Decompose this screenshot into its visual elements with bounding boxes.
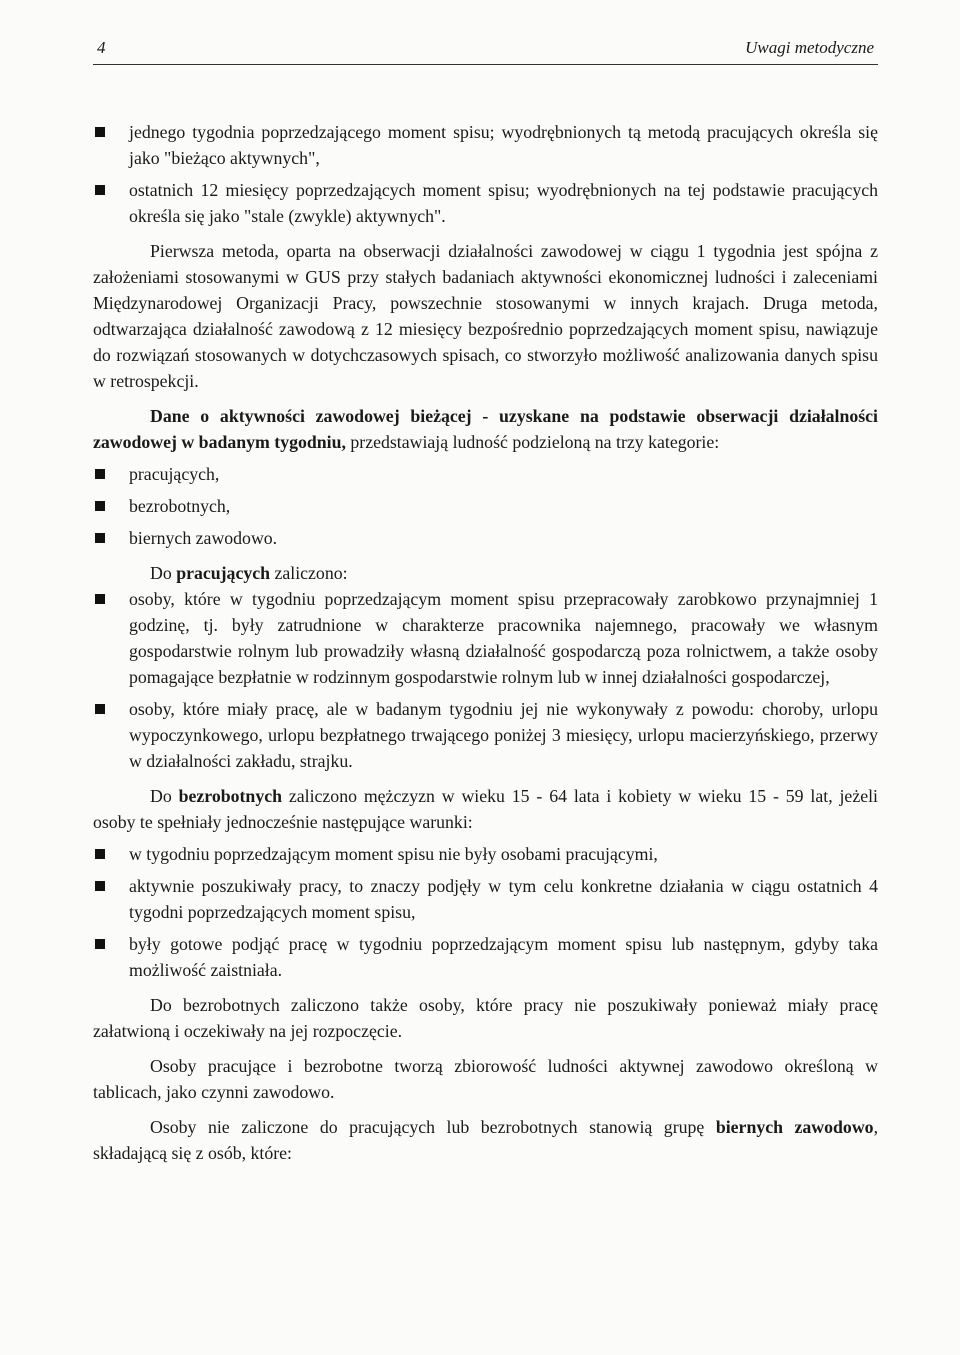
unemployed-bold: bezrobotnych	[178, 786, 282, 806]
unemployed-rest: zaliczono mężczyzn w wieku 15 - 64 lata i kobiety w wieku 15 - 59 lat, jeżeli osoby te spełniały jednocześnie następujące warunki:	[93, 786, 878, 832]
unemployed-item-seeking: aktywnie poszukiwały pracy, to znaczy podjęły w tym celu konkretne działania w ciągu ostatnich 4 tygodni poprzedzających moment spisu,	[93, 873, 878, 925]
inactive-bold: biernych zawodowo	[715, 1117, 874, 1137]
current-activity-bold: Dane o aktywności zawodowej bieżącej - uzyskane na podstawie obserwacji działalności zawodowej w badanym tygodniu,	[93, 406, 878, 452]
running-title: Uwagi metodyczne	[745, 38, 874, 57]
body-text	[93, 119, 878, 1166]
unemployed-lead: Do	[150, 786, 179, 806]
paragraph-unemployed-intro	[93, 783, 878, 835]
unemployed-item-available: były gotowe podjąć pracę w tygodniu poprzedzającym moment spisu lub następnym, gdyby taka możliwość zaistniała.	[93, 931, 878, 983]
paragraph-employed-intro	[93, 560, 878, 586]
employed-bold: pracujących	[176, 563, 271, 583]
category-employed: pracujących,	[93, 461, 878, 487]
employed-lead: Do	[150, 563, 177, 583]
paragraph-unemployed-also: Do bezrobotnych zaliczono także osoby, które pracy nie poszukiwały ponieważ miały pracę załatwioną i oczekiwały na jej rozpoczęcie.	[93, 995, 878, 1041]
employed-item-absent: osoby, które miały pracę, ale w badanym tygodniu jej nie wykonywały z powodu: choroby, urlopu wypoczynkowego, urlopu bezpłatnego trwającego poniżej 3 miesięcy, urlopu macierzyńskiego, przerwy w działalności zakładu, strajku.	[93, 696, 878, 774]
page-header	[93, 34, 878, 65]
bullet-current-week: jednego tygodnia poprzedzającego moment spisu; wyodrębnionych tą metodą pracujących określa się jako "bieżąco aktywnych",	[93, 119, 878, 171]
employed-item-worked: osoby, które w tygodniu poprzedzającym moment spisu przepracowały zarobkowo przynajmniej 1 godzinę, tj. były zatrudnione w charakterze pracownika najemnego, pracowały we własnym gospodarstwie rolnym lub prowadziły własną działalność gospodarczą poza rolnictwem, a także osoby pomagające bezpłatnie w rodzinnym gospodarstwie rolnym lub w innej działalności gospodarczej,	[93, 586, 878, 690]
paragraph-current-activity	[93, 403, 878, 455]
page-number: 4	[97, 38, 106, 57]
unemployed-item-not-working: w tygodniu poprzedzającym moment spisu nie były osobami pracującymi,	[93, 841, 878, 867]
employed-rest: zaliczono:	[270, 563, 348, 583]
inactive-lead: Osoby nie zaliczone do pracujących lub bezrobotnych stanowią grupę	[150, 1117, 716, 1137]
paragraph-economically-inactive	[93, 1114, 878, 1166]
paragraph-economically-active: Osoby pracujące i bezrobotne tworzą zbiorowość ludności aktywnej zawodowo określoną w tablicach, jako czynni zawodowo.	[93, 1056, 878, 1102]
category-inactive: biernych zawodowo.	[93, 525, 878, 551]
bullet-last-12-months: ostatnich 12 miesięcy poprzedzających moment spisu; wyodrębnionych na tej podstawie pracujących określa się jako "stale (zwykle) aktywnych".	[93, 177, 878, 229]
current-activity-rest: przedstawiają ludność podzieloną na trzy kategorie:	[345, 432, 720, 452]
inactive-rest: , składającą się z osób, które:	[93, 1117, 879, 1163]
category-unemployed: bezrobotnych,	[93, 493, 878, 519]
paragraph-methods: Pierwsza metoda, oparta na obserwacji działalności zawodowej w ciągu 1 tygodnia jest spójna z założeniami stosowanymi w GUS przy stałych badaniach aktywności ekonomicznej ludności i zaleceniami Międzynarodowej Organizacji Pracy, powszechnie stosowanymi w innych krajach. Druga metoda, odtwarzająca działalność zawodową z 12 miesięcy bezpośrednio poprzedzających moment spisu, nawiązuje do rozwiązań stosowanych w dotychczasowych spisach, co stworzyło możliwość analizowania danych spisu w retrospekcji.	[93, 241, 878, 391]
